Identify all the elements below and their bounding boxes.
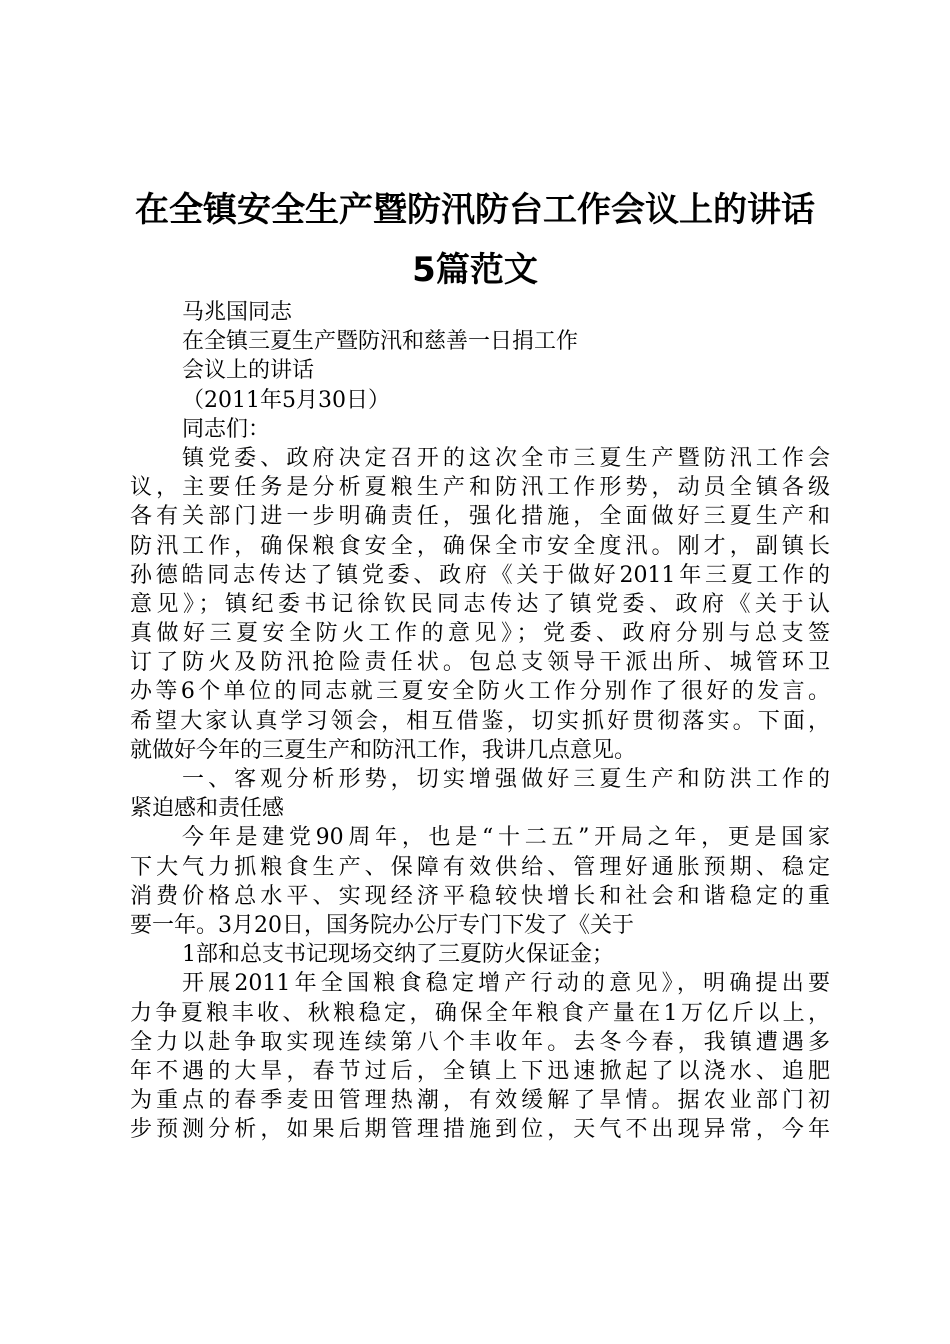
body-text-line: 紧迫感和责任感 [130,796,285,822]
body-text-line: 1部和总支书记现场交纳了三夏防火保证金； [182,942,614,968]
body-text-line: 要一年。3月20日，国务院办公厅专门下发了《关于 [130,912,634,938]
document-title-line-1: 在全镇安全生产暨防汛防台工作会议上的讲话 [135,190,815,230]
body-text-line: 今年是建党90周年，也是“十二五”开局之年，更是国家 [182,825,830,851]
body-text-line: 会议上的讲话 [182,358,315,384]
body-text-line: 全力以赴争取实现连续第八个丰收年。去冬今春，我镇遭遇多 [130,1029,830,1055]
body-text-line: 同志们： [182,416,271,442]
body-text-line: 一、客观分析形势，切实增强做好三夏生产和防洪工作的 [182,767,830,792]
body-text-line: 为重点的春季麦田管理热潮，有效缓解了旱情。据农业部门初 [130,1088,830,1114]
body-text-line: 议，主要任务是分析夏粮生产和防汛工作形势，动员全镇各级 [130,475,830,501]
body-text-line: 防汛工作，确保粮食安全，确保全市安全度汛。刚才，副镇长 [130,533,830,559]
body-text-line: 步预测分析，如果后期管理措施到位，天气不出现异常，今年 [130,1117,830,1143]
body-text-line: 消费价格总水平、实现经济平稳较快增长和社会和谐稳定的重 [130,883,830,909]
body-text-line: 年不遇的大旱，春节过后，全镇上下迅速掀起了以浇水、追肥 [130,1058,830,1084]
body-text-line: 力争夏粮丰收、秋粮稳定，确保全年粮食产量在1万亿斤以上， [130,1000,830,1026]
body-text-line: 希望大家认真学习领会，相互借鉴，切实抓好贯彻落实。下面， [130,708,830,734]
body-text-line: 在全镇三夏生产暨防汛和慈善一日捐工作 [182,329,579,355]
body-text-line: （2011年5月30日） [182,387,390,413]
body-text-line: 订了防火及防汛抢险责任状。包总支领导干派出所、城管环卫 [130,650,830,676]
body-text-line: 意见》；镇纪委书记徐钦民同志传达了镇党委、政府《关于认 [130,591,830,617]
body-text-line: 孙德皓同志传达了镇党委、政府《关于做好2011年三夏工作的 [130,562,830,588]
document-body [130,298,830,1144]
body-text-line: 真做好三夏安全防火工作的意见》；党委、政府分别与总支签 [130,621,830,647]
body-text-line: 各有关部门进一步明确责任，强化措施，全面做好三夏生产和 [130,504,830,530]
body-text-line: 镇党委、政府决定召开的这次全市三夏生产暨防汛工作会 [182,445,830,471]
body-text-line: 下大气力抓粮食生产、保障有效供给、管理好通胀预期、稳定 [130,854,830,880]
body-text-line: 马兆国同志 [182,300,293,325]
document-title-line-2: 5篇范文 [412,250,538,290]
body-text-line: 开展2011年全国粮食稳定增产行动的意见》，明确提出要 [182,971,830,997]
body-text-line: 办等6个单位的同志就三夏安全防火工作分别作了很好的发言。 [130,679,830,705]
body-text-line: 就做好今年的三夏生产和防汛工作，我讲几点意见。 [130,737,637,763]
